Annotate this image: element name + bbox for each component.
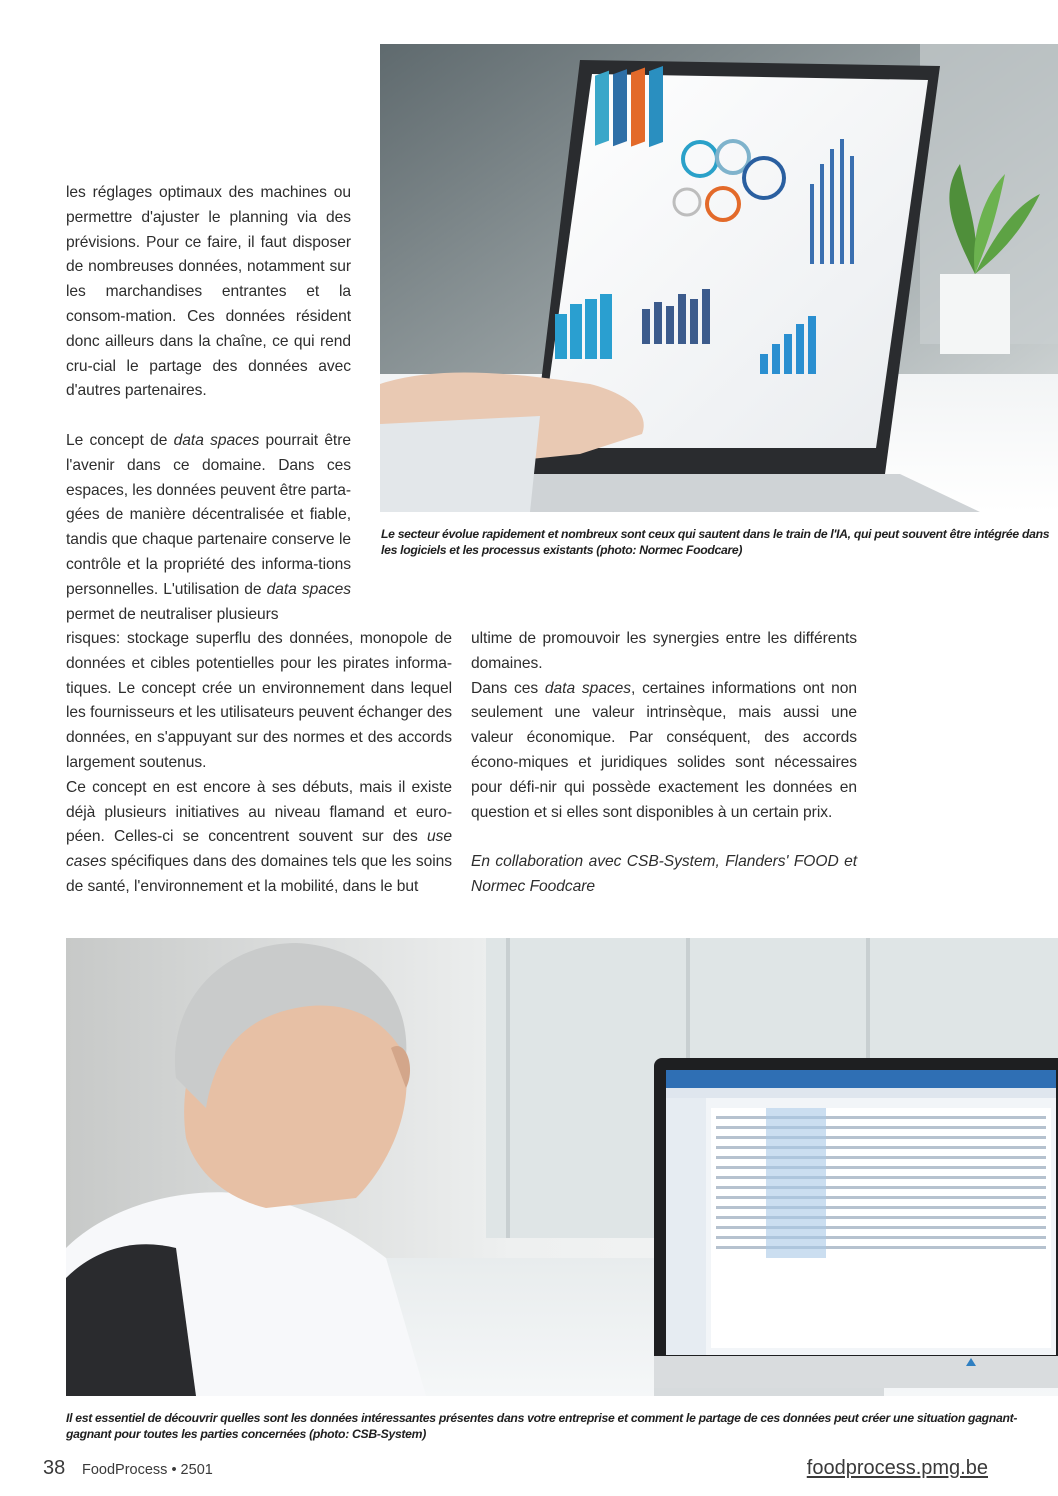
paragraph: Le concept de data spaces pourrait être l'avenir dans ce domaine. Dans ces espaces, les données peuvent être parta-gées de manière décentralisée et fiable, tandis que chaque partenaire conserve le contrôle et la propriété des informa-tions personnelles. L'utilisation de data spaces permet de neutraliser plusieurs [66, 431, 351, 623]
article-column-1-top [66, 181, 351, 627]
paragraph: Dans ces data spaces, certaines informations ont non seulement une valeur intrinsèque, mais aussi une valeur économique. Par conséquent, des accords écono-miques et juridiques solides sont nécessaires pour défi-nir qui possède exactement les données en question et si elles sont disponibles à un certain prix. [471, 679, 858, 821]
photo-caption-computer: Il est essentiel de découvrir quelles sont les données intéressantes présentes dans votre entreprise et comment le partage de ces données peut créer une situation gagnant-gagnant pour toutes les parties concernées (photo: CSB-System) [66, 1411, 1018, 1441]
website-link[interactable]: foodprocess.pmg.be [806, 1457, 988, 1479]
laptop-analytics-photo [380, 44, 1058, 512]
paragraph: ultime de promouvoir les synergies entre les différents domaines. [471, 630, 857, 672]
paragraph: Ce concept en est encore à ses débuts, mais il existe déjà plusieurs initiatives au niveau flamand et euro-péen. Celles-ci se concentrent souvent sur des use cases spécifiques dans des domaines tels que les soins de santé, l'environnement et la mobilité, dans le but [66, 778, 452, 895]
photo-caption-laptop: Le secteur évolue rapidement et nombreux sont ceux qui sautent dans le train de l'IA, qui peut souvent être intégrée dans les logiciels et les processus existants (photo: Normec Foodcare) [381, 527, 1050, 557]
page-number: 38 [43, 1457, 66, 1479]
article-column-1-bottom [66, 627, 452, 900]
paragraph: les réglages optimaux des machines ou permettre d'ajuster le planning via des prévisions. Pour ce faire, il faut disposer de nombreuses données, notamment sur les marchandises entrantes et la consom-mation. Ces données résident donc ailleurs dans la chaîne, ce qui rend cru-cial le partage des données avec d'autres partenaires. [66, 184, 351, 400]
magazine-issue: FoodProcess • 2501 [82, 1462, 213, 1478]
man-at-computer-photo [66, 938, 1058, 1396]
article-column-2 [471, 627, 857, 900]
paragraph: risques: stockage superflu des données, monopole de données et cibles potentielles pour les pirates informa-tiques. Le concept crée un environnement dans lequel les fournisseurs et les utilisateurs peuvent échanger des données, en s'appuyant sur des normes et des accords largement soutenus. [66, 630, 452, 771]
article-credit: En collaboration avec CSB-System, Flanders' FOOD et Normec Foodcare [471, 853, 857, 895]
